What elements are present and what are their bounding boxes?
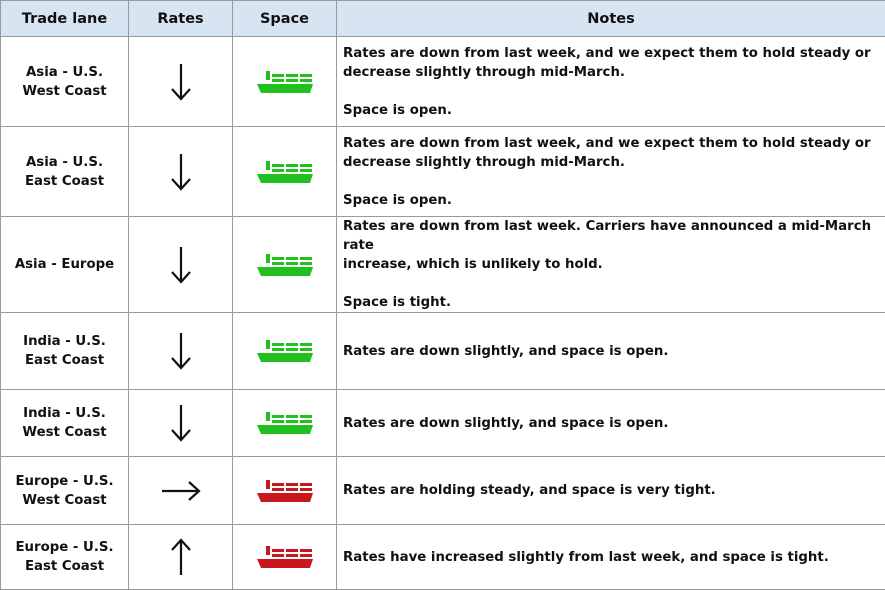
trade-lane-cell <box>1 457 129 525</box>
trade-lane-text: West Coast <box>1 423 128 442</box>
trade-lane-cell <box>1 127 129 217</box>
header-notes: Notes <box>337 1 885 37</box>
container-ship-icon <box>233 478 336 504</box>
table-row <box>1 457 885 525</box>
rate-cell <box>129 127 233 217</box>
arrow-down-icon <box>129 151 232 193</box>
trade-lane-text: India - U.S. <box>1 404 128 423</box>
notes-cell <box>337 37 885 127</box>
header-space: Space <box>233 1 337 37</box>
header-row <box>1 1 885 37</box>
arrow-down-icon <box>129 330 232 372</box>
container-ship-icon <box>233 544 336 570</box>
trade-lane-cell <box>1 37 129 127</box>
trade-lane-cell <box>1 390 129 457</box>
notes-cell <box>337 217 885 313</box>
notes-cell <box>337 127 885 217</box>
header-rates: Rates <box>129 1 233 37</box>
arrow-up-icon <box>129 536 232 578</box>
space-cell <box>233 457 337 525</box>
table-body <box>1 37 885 590</box>
trade-lane-text: Asia - Europe <box>1 255 128 274</box>
rate-cell <box>129 217 233 313</box>
notes-text: Rates are holding steady, and space is very tight. <box>343 481 879 500</box>
container-ship-icon <box>233 338 336 364</box>
arrow-down-icon <box>129 244 232 286</box>
notes-text: Rates are down from last week, and we expect them to hold steady or <box>343 134 879 153</box>
trade-lane-cell <box>1 525 129 590</box>
notes-text: Rates are down slightly, and space is open. <box>343 414 879 433</box>
space-cell <box>233 313 337 390</box>
space-cell <box>233 217 337 313</box>
notes-text: Rates are down from last week, and we expect them to hold steady or <box>343 44 879 63</box>
trade-lane-text: India - U.S. <box>1 332 128 351</box>
rate-cell <box>129 457 233 525</box>
arrow-right-icon <box>129 478 232 504</box>
space-cell <box>233 390 337 457</box>
trade-lane-cell <box>1 313 129 390</box>
notes-text: Rates have increased slightly from last week, and space is tight. <box>343 548 879 567</box>
notes-text: decrease slightly through mid-March. <box>343 153 879 172</box>
table-row <box>1 217 885 313</box>
notes-spacer <box>343 172 879 191</box>
notes-text: decrease slightly through mid-March. <box>343 63 879 82</box>
trade-lane-text: Europe - U.S. <box>1 472 128 491</box>
arrow-down-icon <box>129 402 232 444</box>
trade-lane-text: East Coast <box>1 172 128 191</box>
trade-lane-text: West Coast <box>1 491 128 510</box>
container-ship-icon <box>233 252 336 278</box>
notes-cell <box>337 390 885 457</box>
rate-cell <box>129 390 233 457</box>
notes-spacer <box>343 82 879 101</box>
arrow-down-icon <box>129 61 232 103</box>
space-cell <box>233 37 337 127</box>
trade-lane-text: East Coast <box>1 351 128 370</box>
trade-lane-text: West Coast <box>1 82 128 101</box>
rate-cell <box>129 313 233 390</box>
notes-text: increase, which is unlikely to hold. <box>343 255 879 274</box>
trade-lane-text: Europe - U.S. <box>1 538 128 557</box>
trade-lane-cell <box>1 217 129 313</box>
notes-spacer <box>343 274 879 293</box>
header-trade-lane: Trade lane <box>1 1 129 37</box>
space-cell <box>233 525 337 590</box>
notes-cell <box>337 313 885 390</box>
container-ship-icon <box>233 410 336 436</box>
trade-lane-text: Asia - U.S. <box>1 153 128 172</box>
space-cell <box>233 127 337 217</box>
space-status-text: Space is open. <box>343 101 879 120</box>
trade-lane-text: Asia - U.S. <box>1 63 128 82</box>
rate-cell <box>129 37 233 127</box>
container-ship-icon <box>233 69 336 95</box>
table-row <box>1 37 885 127</box>
trade-lane-text: East Coast <box>1 557 128 576</box>
table-row <box>1 390 885 457</box>
rate-cell <box>129 525 233 590</box>
notes-text: Rates are down from last week. Carriers have announced a mid-March rate <box>343 217 879 255</box>
table-row <box>1 525 885 590</box>
table-row <box>1 313 885 390</box>
notes-cell <box>337 457 885 525</box>
container-ship-icon <box>233 159 336 185</box>
table-row <box>1 127 885 217</box>
notes-text: Rates are down slightly, and space is open. <box>343 342 879 361</box>
space-status-text: Space is tight. <box>343 293 879 312</box>
notes-cell <box>337 525 885 590</box>
space-status-text: Space is open. <box>343 191 879 210</box>
